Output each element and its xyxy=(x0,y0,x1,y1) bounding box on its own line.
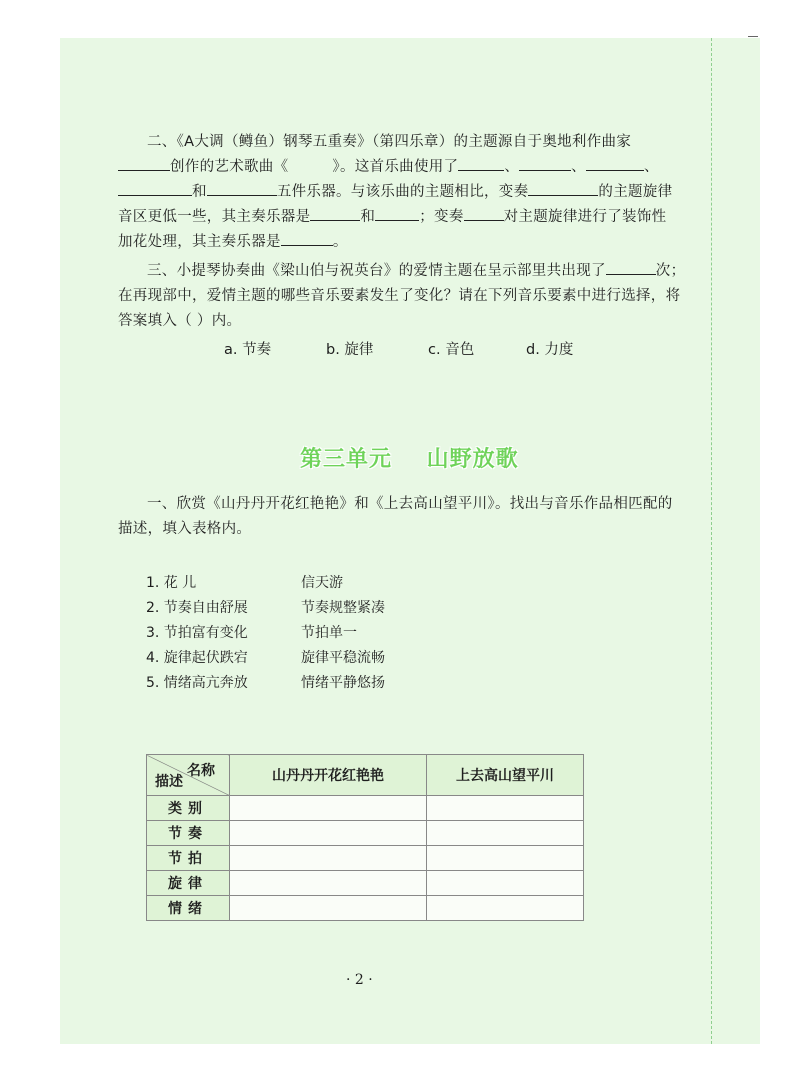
question-3 xyxy=(118,259,718,334)
table-header-col1: 山丹丹开花红艳艳 xyxy=(230,755,427,796)
table-answer-cell[interactable] xyxy=(230,796,427,821)
option-c: c. 音色 xyxy=(428,342,475,358)
q3-line-1: 三、小提琴协奏曲《梁山伯与祝英台》的爱情主题在呈示部里共出现了 次； xyxy=(118,259,718,284)
table-row-label: 情绪 xyxy=(147,896,230,921)
answer-blank[interactable] xyxy=(375,206,419,221)
list-item: 3. 节拍富有变化 节拍单一 xyxy=(146,625,357,641)
answer-table xyxy=(146,754,584,921)
table-row xyxy=(147,871,584,896)
answer-blank[interactable] xyxy=(310,206,360,221)
q2-line-2: 创作的艺术歌曲《 》。这首乐曲使用了 、 、 、 xyxy=(118,155,718,180)
table-header-col2: 上去高山望平川 xyxy=(427,755,584,796)
answer-blank[interactable] xyxy=(464,206,504,221)
table-row-label: 类别 xyxy=(147,796,230,821)
table-answer-cell[interactable] xyxy=(427,896,584,921)
u3q1-line-1: 一、欣赏《山丹丹开花红艳艳》和《上去高山望平川》。找出与音乐作品相匹配的 xyxy=(147,496,673,512)
table-answer-cell[interactable] xyxy=(427,796,584,821)
answer-blank[interactable] xyxy=(207,181,277,196)
q2-line-1: 二、《A大调（鳟鱼）钢琴五重奏》（第四乐章）的主题源自于奥地利作曲家 xyxy=(147,134,632,150)
q3-line-3: 答案填入（ ）内。 xyxy=(118,313,242,329)
option-d: d. 力度 xyxy=(526,342,574,358)
answer-blank[interactable] xyxy=(118,156,170,171)
table-row-label: 节奏 xyxy=(147,821,230,846)
answer-blank[interactable] xyxy=(281,231,333,246)
list-item: 4. 旋律起伏跌宕 旋律平稳流畅 xyxy=(146,650,385,666)
list-item: 2. 节奏自由舒展 节奏规整紧凑 xyxy=(146,600,385,616)
table-answer-cell[interactable] xyxy=(230,896,427,921)
table-answer-cell[interactable] xyxy=(230,846,427,871)
answer-blank[interactable] xyxy=(528,181,598,196)
list-item: 1. 花 儿 信天游 xyxy=(146,575,343,591)
answer-blank[interactable] xyxy=(458,156,504,171)
unit3-question-1 xyxy=(118,492,718,542)
list-item: 5. 情绪高亢奔放 情绪平静悠扬 xyxy=(146,675,385,691)
table-corner-cell: 名称 描述 xyxy=(147,755,230,796)
answer-blank[interactable] xyxy=(586,156,644,171)
q2-line-3: 和 五件乐器。与该乐曲的主题相比，变奏 的主题旋律 xyxy=(118,180,718,205)
table-row xyxy=(147,821,584,846)
table-row xyxy=(147,896,584,921)
answer-blank[interactable] xyxy=(606,260,656,275)
unit-title: 第三单元 山野放歌 xyxy=(300,447,519,472)
u3q1-line-2: 描述，填入表格内。 xyxy=(118,521,252,537)
corner-mark xyxy=(748,36,758,37)
table-header-row xyxy=(147,755,584,796)
table-answer-cell[interactable] xyxy=(427,846,584,871)
table-answer-cell[interactable] xyxy=(230,821,427,846)
table-row-label: 节拍 xyxy=(147,846,230,871)
question-2 xyxy=(118,130,718,255)
option-b: b. 旋律 xyxy=(326,342,374,358)
option-a: a. 节奏 xyxy=(224,342,272,358)
table-row-label: 旋律 xyxy=(147,871,230,896)
table-answer-cell[interactable] xyxy=(427,871,584,896)
answer-blank[interactable] xyxy=(519,156,571,171)
q2-line-5: 加花处理，其主奏乐器是 。 xyxy=(118,230,718,255)
q2-line-4: 音区更低一些，其主奏乐器是 和 ；变奏 对主题旋律进行了装饰性 xyxy=(118,205,718,230)
page-number: · 2 · xyxy=(346,972,373,988)
table-row xyxy=(147,796,584,821)
table-answer-cell[interactable] xyxy=(230,871,427,896)
answer-blank[interactable] xyxy=(118,181,192,196)
table-row xyxy=(147,846,584,871)
table-answer-cell[interactable] xyxy=(427,821,584,846)
q3-line-2: 在再现部中，爱情主题的哪些音乐要素发生了变化？请在下列音乐要素中进行选择，将 xyxy=(118,288,681,304)
